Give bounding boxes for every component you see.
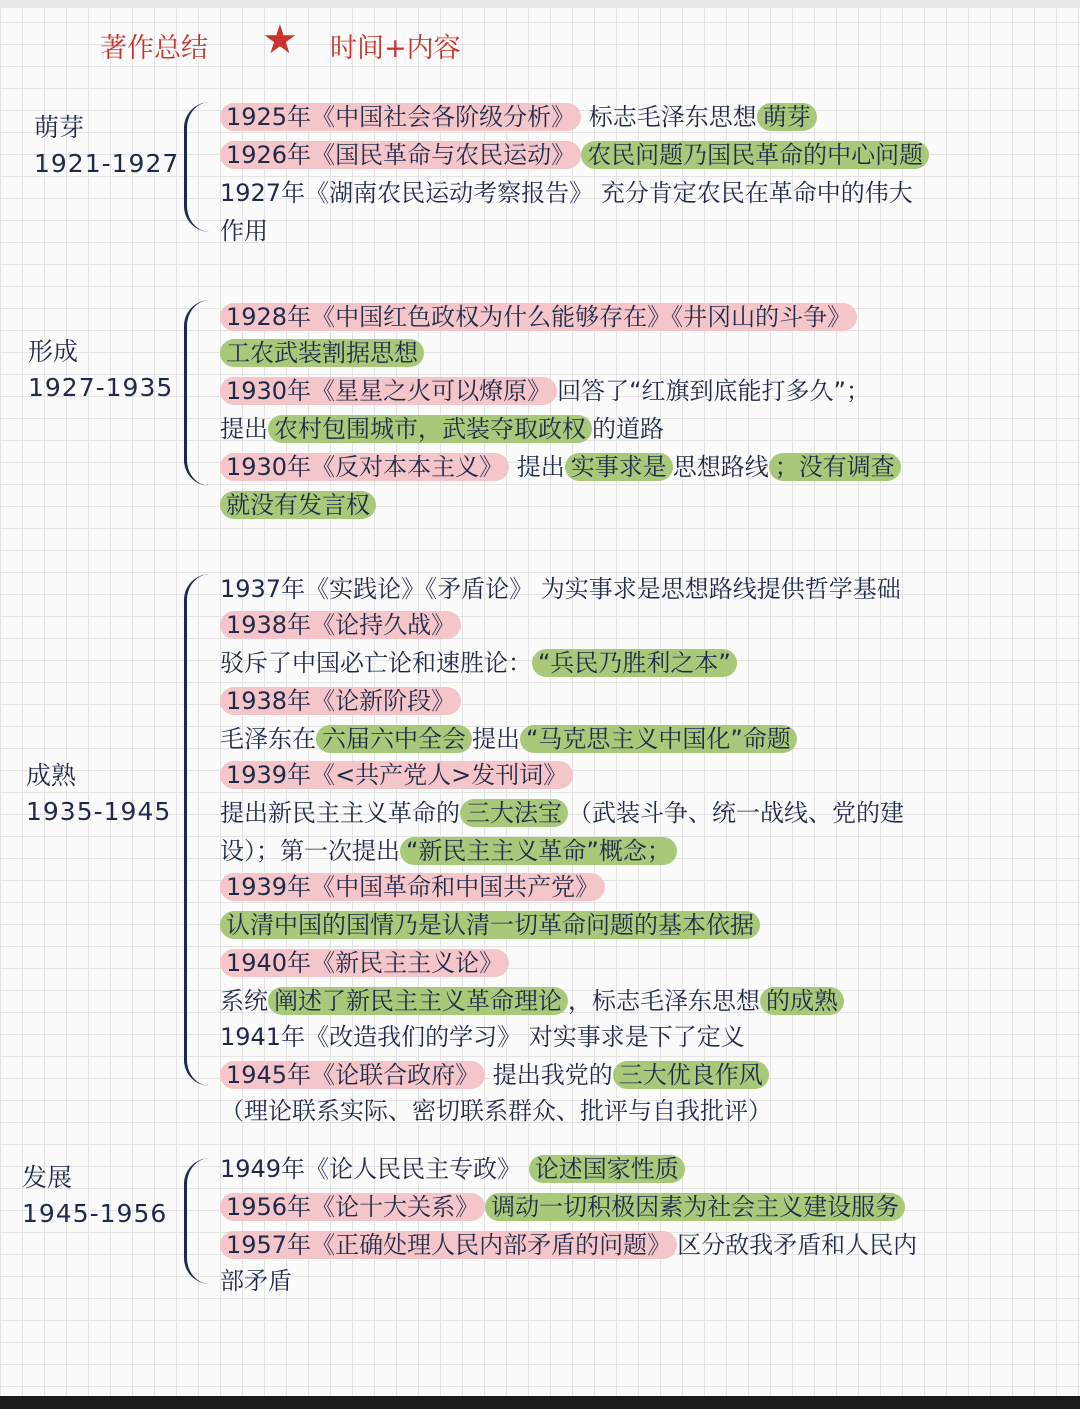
note-line (220, 136, 1070, 174)
key-point: 农民问题乃国民革命的中心问题 (581, 141, 929, 169)
note-line (220, 1188, 1070, 1226)
note-text: 提出 (509, 453, 565, 481)
key-point: 萌芽 (757, 103, 817, 131)
note-line (220, 212, 1070, 250)
note-line (220, 906, 1070, 944)
stage-bracket (184, 1158, 213, 1284)
note-line (220, 174, 1070, 212)
stage-bracket (184, 574, 213, 1086)
note-text: 1949年《论人民民主专政》 (220, 1155, 529, 1183)
stage-period: 1935-1945 (26, 797, 172, 826)
work-title: 1925年《中国社会各阶级分析》 (220, 103, 581, 131)
note-text: 1941年《改造我们的学习》 对实事求是下了定义 (220, 1023, 745, 1051)
note-text: 提出新民主主义革命的 (220, 799, 460, 827)
work-title: 1930年《星星之火可以燎原》 (220, 377, 557, 405)
note-text: 提出 (472, 725, 520, 753)
note-text: 作用 (220, 217, 268, 245)
stage-bracket (184, 102, 213, 232)
note-line (220, 982, 1070, 1020)
note-text: 区分敌我矛盾和人民内 (677, 1231, 918, 1259)
key-point: 农村包围城市，武装夺取政权 (268, 415, 592, 443)
stage-period: 1945-1956 (22, 1199, 168, 1228)
note-text: ，标志毛泽东思想 (568, 987, 760, 1015)
page-title: 著作总结 (100, 33, 208, 64)
note-line (220, 486, 1070, 524)
key-point: 认清中国的国情乃是认清一切革命问题的基本依据 (220, 911, 760, 939)
work-title: 1945年《论联合政府》 (220, 1061, 485, 1089)
key-point: ；没有调查 (769, 453, 901, 481)
note-line (220, 298, 1070, 336)
key-point: 阐述了新民主主义革命理论 (268, 987, 568, 1015)
note-line (220, 794, 1070, 832)
note-text: 部矛盾 (220, 1267, 292, 1295)
note-line (220, 1262, 1070, 1300)
note-line (220, 944, 1070, 982)
key-point: “马克思主义中国化”命题 (520, 725, 797, 753)
key-point: “新民主主义革命”概念； (400, 837, 677, 865)
note-line (220, 410, 1070, 448)
note-text: 标志毛泽东思想 (581, 103, 757, 131)
note-text: （武装斗争、统一战线、党的建 (568, 799, 904, 827)
note-line (220, 756, 1070, 794)
work-title: 1938年《论持久战》 (220, 611, 461, 639)
note-text: 的道路 (592, 415, 664, 443)
page-subtitle: 时间+内容 (330, 33, 461, 64)
note-line (220, 644, 1070, 682)
key-point: 三大法宝 (460, 799, 568, 827)
note-text: 思想路线 (672, 453, 769, 481)
stage-name: 萌芽 (34, 113, 85, 142)
note-text: （理论联系实际、密切联系群众、批评与自我批评） (220, 1097, 772, 1125)
stage-bracket (184, 300, 213, 486)
work-title: 1926年《国民革命与农民运动》 (220, 141, 581, 169)
note-line (220, 868, 1070, 906)
note-line (220, 1018, 1070, 1056)
work-title: 1956年《论十大关系》 (220, 1193, 485, 1221)
top-strip (0, 0, 1080, 8)
note-line (220, 448, 1070, 486)
work-title: 1940年《新民主主义论》 (220, 949, 509, 977)
note-line (220, 334, 1070, 372)
note-line (220, 832, 1070, 870)
note-line (220, 682, 1070, 720)
work-title: 1930年《反对本本主义》 (220, 453, 509, 481)
key-point: 调动一切积极因素为社会主义建设服务 (485, 1193, 905, 1221)
note-text: 1927年《湖南农民运动考察报告》 充分肯定农民在革命中的伟大 (220, 179, 913, 207)
work-title: 1938年《论新阶段》 (220, 687, 461, 715)
key-point: 三大优良作风 (613, 1061, 769, 1089)
stage-label-development (22, 1160, 167, 1232)
work-title: 1939年《中国革命和中国共产党》 (220, 873, 605, 901)
note-text: 毛泽东在 (220, 725, 316, 753)
note-text: 回答了“红旗到底能打多久”； (557, 377, 870, 405)
note-text: 提出 (220, 415, 268, 443)
note-line (220, 720, 1070, 758)
note-line (220, 372, 1070, 410)
note-text: 设）；第一次提出 (220, 837, 400, 865)
work-title: 1957年《正确处理人民内部矛盾的问题》 (220, 1231, 677, 1259)
key-point: 工农武装割据思想 (220, 339, 424, 367)
note-line (220, 606, 1070, 644)
stage-period: 1921-1927 (34, 149, 180, 178)
header (0, 17, 1080, 64)
note-text: 驳斥了中国必亡论和速胜论： (220, 649, 532, 677)
note-line (220, 98, 1070, 136)
key-point: 实事求是 (565, 453, 673, 481)
note-line (220, 1092, 1070, 1130)
stage-label-formation (28, 334, 173, 406)
stage-label-sprout (34, 110, 179, 182)
note-text: 系统 (220, 987, 268, 1015)
stage-period: 1927-1935 (28, 373, 174, 402)
stage-name: 成熟 (26, 761, 77, 790)
bottom-strip (0, 1396, 1080, 1409)
note-line (220, 1150, 1070, 1188)
note-text: 1937年《实践论》《矛盾论》 为实事求是思想路线提供哲学基础 (220, 575, 901, 603)
stage-name: 发展 (22, 1163, 73, 1192)
work-title: 1928年《中国红色政权为什么能够存在》《井冈山的斗争》 (220, 303, 857, 331)
key-point: 的成熟 (760, 987, 844, 1015)
note-line (220, 1056, 1070, 1094)
work-title: 1939年《<共产党人>发刊词》 (220, 761, 573, 789)
key-point: 六届六中全会 (316, 725, 472, 753)
key-point: “兵民乃胜利之本” (532, 649, 737, 677)
stage-name: 形成 (28, 337, 79, 366)
key-point: 就没有发言权 (220, 491, 376, 519)
stage-label-maturity (26, 758, 171, 830)
note-text: 提出我党的 (485, 1061, 613, 1089)
note-line (220, 1226, 1070, 1264)
key-point: 论述国家性质 (529, 1155, 685, 1183)
star-icon: ★ (262, 17, 298, 63)
note-line (220, 570, 1070, 608)
